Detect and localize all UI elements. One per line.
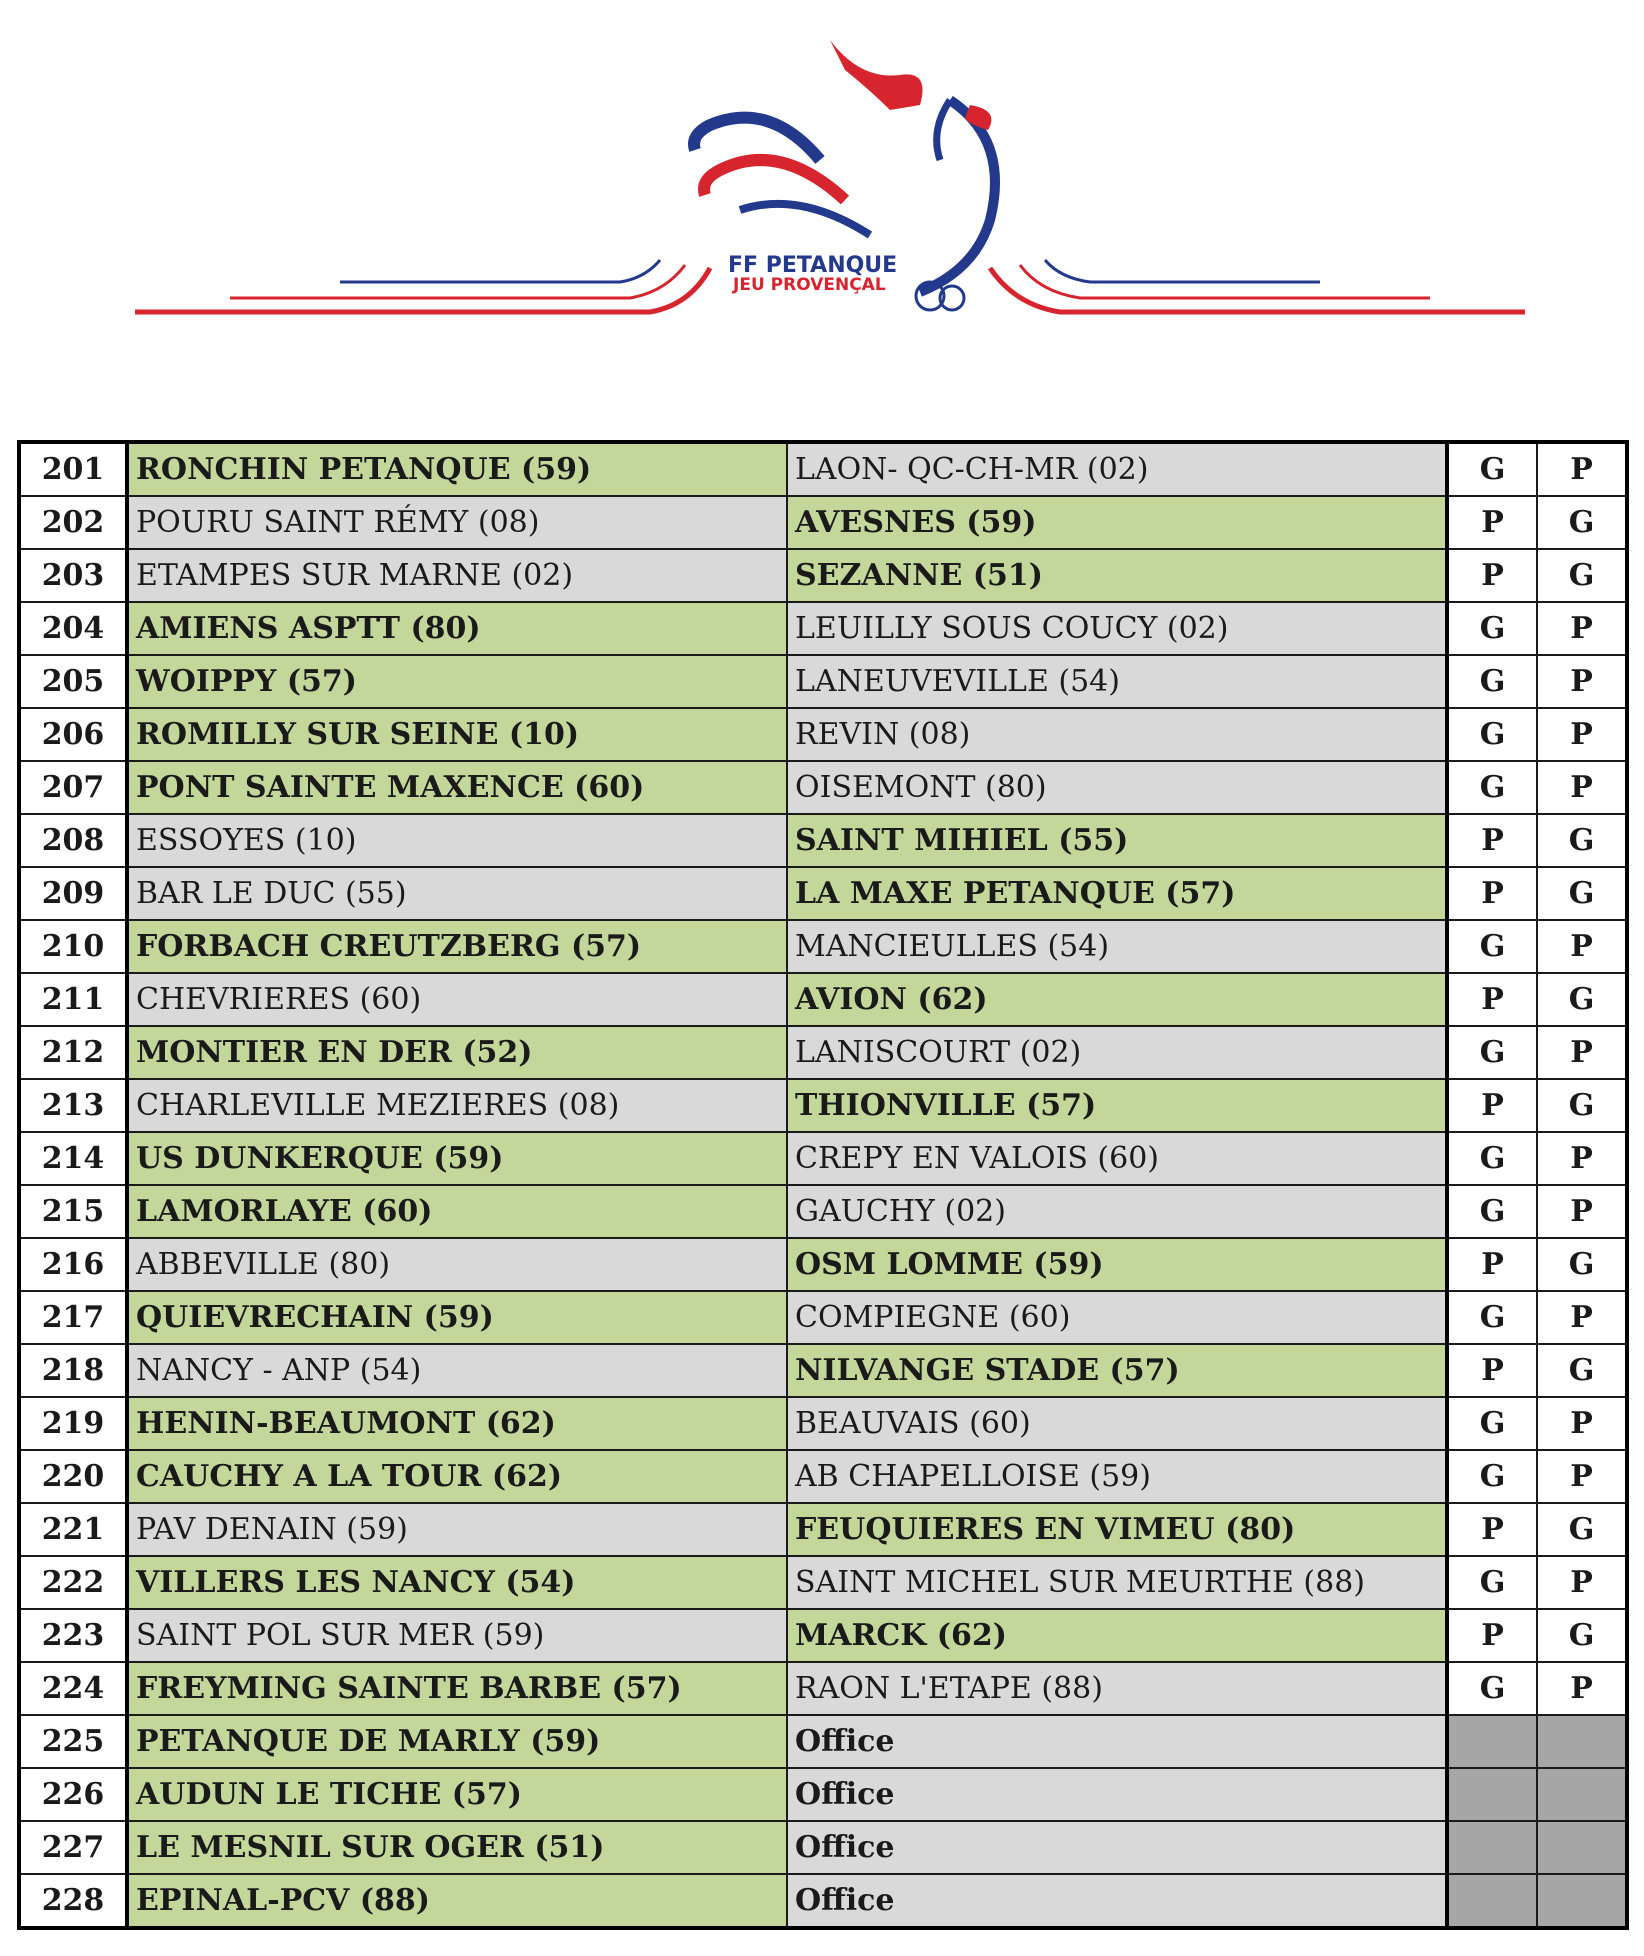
match-number: 210 — [19, 920, 127, 973]
table-row — [19, 655, 1627, 708]
result-team-b: P — [1537, 761, 1627, 814]
match-number: 218 — [19, 1344, 127, 1397]
match-number: 202 — [19, 496, 127, 549]
team-a-name: BAR LE DUC (55) — [127, 867, 787, 920]
result-team-a: G — [1447, 602, 1537, 655]
result-team-a: P — [1447, 1503, 1537, 1556]
result-team-a: P — [1447, 973, 1537, 1026]
result-team-a: G — [1447, 1662, 1537, 1715]
match-number: 216 — [19, 1238, 127, 1291]
result-team-b: P — [1537, 1132, 1627, 1185]
result-team-a — [1447, 1715, 1537, 1768]
result-team-a: P — [1447, 549, 1537, 602]
result-team-a: G — [1447, 1291, 1537, 1344]
team-a-name: ROMILLY SUR SEINE (10) — [127, 708, 787, 761]
result-team-b: P — [1537, 602, 1627, 655]
team-b-name: THIONVILLE (57) — [787, 1079, 1447, 1132]
match-number: 204 — [19, 602, 127, 655]
result-team-a: P — [1447, 1238, 1537, 1291]
table-row — [19, 1450, 1627, 1503]
result-team-b: P — [1537, 1662, 1627, 1715]
team-b-name: RAON L'ETAPE (88) — [787, 1662, 1447, 1715]
match-number: 223 — [19, 1609, 127, 1662]
team-b-name: MANCIEULLES (54) — [787, 920, 1447, 973]
result-team-b: P — [1537, 442, 1627, 496]
table-row — [19, 1344, 1627, 1397]
team-b-name: LANISCOURT (02) — [787, 1026, 1447, 1079]
result-team-a: P — [1447, 814, 1537, 867]
result-team-b: G — [1537, 496, 1627, 549]
team-a-name: ETAMPES SUR MARNE (02) — [127, 549, 787, 602]
table-row — [19, 920, 1627, 973]
team-a-name: PONT SAINTE MAXENCE (60) — [127, 761, 787, 814]
match-number: 213 — [19, 1079, 127, 1132]
team-a-name: MONTIER EN DER (52) — [127, 1026, 787, 1079]
match-number: 220 — [19, 1450, 127, 1503]
team-a-name: AMIENS ASPTT (80) — [127, 602, 787, 655]
table-row — [19, 1132, 1627, 1185]
team-b-name: BEAUVAIS (60) — [787, 1397, 1447, 1450]
result-team-b: G — [1537, 1238, 1627, 1291]
match-number: 212 — [19, 1026, 127, 1079]
team-b-name: GAUCHY (02) — [787, 1185, 1447, 1238]
result-team-b: P — [1537, 1397, 1627, 1450]
team-a-name: QUIEVRECHAIN (59) — [127, 1291, 787, 1344]
result-team-b: G — [1537, 1609, 1627, 1662]
result-team-b: P — [1537, 1450, 1627, 1503]
result-team-a: G — [1447, 1132, 1537, 1185]
result-team-b — [1537, 1715, 1627, 1768]
result-team-a: P — [1447, 1344, 1537, 1397]
team-b-name: LA MAXE PETANQUE (57) — [787, 867, 1447, 920]
result-team-a: P — [1447, 867, 1537, 920]
result-team-a: G — [1447, 761, 1537, 814]
result-team-b: G — [1537, 814, 1627, 867]
table-row — [19, 814, 1627, 867]
team-a-name: CHARLEVILLE MEZIERES (08) — [127, 1079, 787, 1132]
table-row — [19, 761, 1627, 814]
team-b-name: AVION (62) — [787, 973, 1447, 1026]
match-number: 227 — [19, 1821, 127, 1874]
table-row — [19, 1026, 1627, 1079]
team-b-name: Office — [787, 1715, 1447, 1768]
match-number: 206 — [19, 708, 127, 761]
team-b-name: COMPIEGNE (60) — [787, 1291, 1447, 1344]
result-team-b: G — [1537, 867, 1627, 920]
rooster-logo-icon — [130, 30, 1530, 330]
match-number: 208 — [19, 814, 127, 867]
match-number: 217 — [19, 1291, 127, 1344]
team-b-name: FEUQUIERES EN VIMEU (80) — [787, 1503, 1447, 1556]
result-team-b: P — [1537, 920, 1627, 973]
team-a-name: LE MESNIL SUR OGER (51) — [127, 1821, 787, 1874]
table-row — [19, 1768, 1627, 1821]
match-number: 228 — [19, 1874, 127, 1928]
team-b-name: NILVANGE STADE (57) — [787, 1344, 1447, 1397]
team-b-name: CREPY EN VALOIS (60) — [787, 1132, 1447, 1185]
team-a-name: NANCY - ANP (54) — [127, 1344, 787, 1397]
match-number: 221 — [19, 1503, 127, 1556]
table-row — [19, 1185, 1627, 1238]
team-a-name: FORBACH CREUTZBERG (57) — [127, 920, 787, 973]
team-b-name: SAINT MICHEL SUR MEURTHE (88) — [787, 1556, 1447, 1609]
table-row — [19, 549, 1627, 602]
team-a-name: WOIPPY (57) — [127, 655, 787, 708]
result-team-a — [1447, 1821, 1537, 1874]
table-row — [19, 1821, 1627, 1874]
table-row — [19, 1503, 1627, 1556]
result-team-b: P — [1537, 1026, 1627, 1079]
team-a-name: CAUCHY A LA TOUR (62) — [127, 1450, 787, 1503]
team-a-name: LAMORLAYE (60) — [127, 1185, 787, 1238]
team-a-name: RONCHIN PETANQUE (59) — [127, 442, 787, 496]
table-row — [19, 496, 1627, 549]
result-team-a: G — [1447, 1450, 1537, 1503]
team-b-name: MARCK (62) — [787, 1609, 1447, 1662]
match-number: 214 — [19, 1132, 127, 1185]
table-row — [19, 708, 1627, 761]
team-b-name: AB CHAPELLOISE (59) — [787, 1450, 1447, 1503]
result-team-b: G — [1537, 1344, 1627, 1397]
logo-line2: JEU PROVENÇAL — [733, 275, 886, 295]
result-team-a: G — [1447, 708, 1537, 761]
team-a-name: PAV DENAIN (59) — [127, 1503, 787, 1556]
team-b-name: AVESNES (59) — [787, 496, 1447, 549]
result-team-b: G — [1537, 1079, 1627, 1132]
match-number: 219 — [19, 1397, 127, 1450]
table-row — [19, 1397, 1627, 1450]
table-row — [19, 1715, 1627, 1768]
result-team-a: G — [1447, 1556, 1537, 1609]
result-team-b: P — [1537, 708, 1627, 761]
result-team-b: G — [1537, 549, 1627, 602]
result-team-b: P — [1537, 1556, 1627, 1609]
table-row — [19, 1556, 1627, 1609]
table-row — [19, 602, 1627, 655]
result-team-a: P — [1447, 1079, 1537, 1132]
team-a-name: SAINT POL SUR MER (59) — [127, 1609, 787, 1662]
table-row — [19, 1662, 1627, 1715]
result-team-b: P — [1537, 1291, 1627, 1344]
team-a-name: VILLERS LES NANCY (54) — [127, 1556, 787, 1609]
match-number: 215 — [19, 1185, 127, 1238]
team-b-name: Office — [787, 1874, 1447, 1928]
team-a-name: PETANQUE DE MARLY (59) — [127, 1715, 787, 1768]
table-row — [19, 1609, 1627, 1662]
team-a-name: CHEVRIERES (60) — [127, 973, 787, 1026]
team-a-name: HENIN-BEAUMONT (62) — [127, 1397, 787, 1450]
match-number: 205 — [19, 655, 127, 708]
match-number: 222 — [19, 1556, 127, 1609]
table-row — [19, 1238, 1627, 1291]
result-team-a — [1447, 1874, 1537, 1928]
team-b-name: REVIN (08) — [787, 708, 1447, 761]
team-b-name: LEUILLY SOUS COUCY (02) — [787, 602, 1447, 655]
results-table — [17, 440, 1629, 1930]
table-row — [19, 867, 1627, 920]
team-a-name: US DUNKERQUE (59) — [127, 1132, 787, 1185]
match-number: 201 — [19, 442, 127, 496]
table-row — [19, 1291, 1627, 1344]
team-b-name: SEZANNE (51) — [787, 549, 1447, 602]
result-team-b: P — [1537, 655, 1627, 708]
match-number: 225 — [19, 1715, 127, 1768]
result-team-a: G — [1447, 1185, 1537, 1238]
team-a-name: FREYMING SAINTE BARBE (57) — [127, 1662, 787, 1715]
match-number: 209 — [19, 867, 127, 920]
match-number: 207 — [19, 761, 127, 814]
result-team-a — [1447, 1768, 1537, 1821]
match-number: 224 — [19, 1662, 127, 1715]
result-team-b — [1537, 1874, 1627, 1928]
team-b-name: LAON- QC-CH-MR (02) — [787, 442, 1447, 496]
result-team-a: P — [1447, 1609, 1537, 1662]
team-a-name: AUDUN LE TICHE (57) — [127, 1768, 787, 1821]
result-team-a: P — [1447, 496, 1537, 549]
team-a-name: ABBEVILLE (80) — [127, 1238, 787, 1291]
team-b-name: OSM LOMME (59) — [787, 1238, 1447, 1291]
logo-line1: FF PETANQUE — [728, 253, 898, 278]
table-row — [19, 1079, 1627, 1132]
match-number: 226 — [19, 1768, 127, 1821]
team-a-name: POURU SAINT RÉMY (08) — [127, 496, 787, 549]
team-b-name: Office — [787, 1768, 1447, 1821]
result-team-b: G — [1537, 973, 1627, 1026]
result-team-a: G — [1447, 1026, 1537, 1079]
result-team-b — [1537, 1821, 1627, 1874]
result-team-a: G — [1447, 1397, 1537, 1450]
result-team-a: G — [1447, 442, 1537, 496]
match-number: 211 — [19, 973, 127, 1026]
team-b-name: OISEMONT (80) — [787, 761, 1447, 814]
table-row — [19, 442, 1627, 496]
table-row — [19, 973, 1627, 1026]
result-team-b: G — [1537, 1503, 1627, 1556]
table-row — [19, 1874, 1627, 1928]
team-b-name: Office — [787, 1821, 1447, 1874]
result-team-b — [1537, 1768, 1627, 1821]
team-a-name: EPINAL-PCV (88) — [127, 1874, 787, 1928]
team-b-name: SAINT MIHIEL (55) — [787, 814, 1447, 867]
team-a-name: ESSOYES (10) — [127, 814, 787, 867]
result-team-a: G — [1447, 920, 1537, 973]
match-number: 203 — [19, 549, 127, 602]
result-team-a: G — [1447, 655, 1537, 708]
team-b-name: LANEUVEVILLE (54) — [787, 655, 1447, 708]
result-team-b: P — [1537, 1185, 1627, 1238]
